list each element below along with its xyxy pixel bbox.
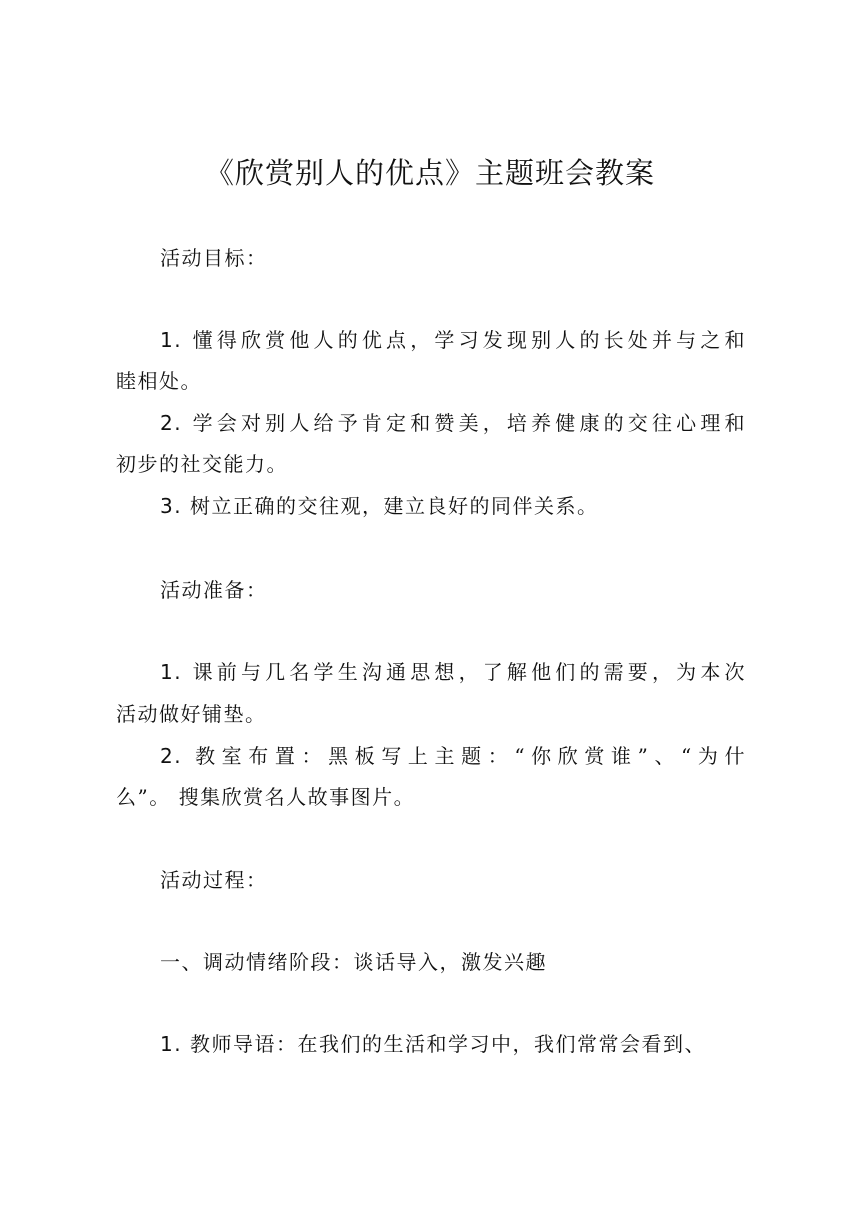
goal-item-1-text: 懂得欣赏他人的优点，学习发现别人的长处并与之和: [192, 328, 747, 352]
section-heading-goals: 活动目标：: [160, 246, 268, 270]
goal-item-2-line-2: 初步的社交能力。: [116, 452, 288, 476]
goal-item-2-number: 2.: [160, 411, 183, 435]
goal-item-3-number: 3.: [160, 494, 183, 518]
section-heading-process: 活动过程：: [160, 868, 268, 892]
prep-item-1-line-2: 活动做好铺垫。: [116, 702, 267, 726]
goal-item-1-number: 1.: [160, 328, 183, 352]
goal-item-3-text: 树立正确的交往观，建立良好的同伴关系。: [189, 494, 599, 518]
prep-item-2-line-2: 么”。 搜集欣赏名人故事图片。: [116, 785, 416, 809]
process-item-1-line-1: [160, 1024, 746, 1064]
prep-item-2-number: 2.: [160, 744, 183, 768]
goal-item-2-text: 学会对别人给予肯定和赞美，培养健康的交往心理和: [192, 411, 747, 435]
prep-item-1-text: 课前与几名学生沟通思想，了解他们的需要，为本次: [192, 660, 747, 684]
process-stage-1-heading: 一、调动情绪阶段：谈话导入，激发兴趣: [160, 950, 547, 974]
prep-item-2-text: 教室布置：黑板写上主题：“你欣赏谁”、“为什: [195, 744, 746, 768]
prep-item-1-line-1: [160, 652, 746, 692]
goal-item-1-line-1: [160, 320, 746, 360]
process-item-1-text: 教师导语：在我们的生活和学习中，我们常常会看到、: [189, 1032, 706, 1056]
document-title: 《欣赏别人的优点》主题班会教案: [204, 156, 655, 190]
goal-item-2-line-1: [160, 403, 746, 443]
goal-item-1-line-2: 睦相处。: [116, 369, 202, 393]
process-item-1-number: 1.: [160, 1032, 183, 1056]
goal-item-3-line-1: [160, 486, 746, 526]
prep-item-2-line-1: [160, 736, 746, 776]
prep-item-1-number: 1.: [160, 660, 183, 684]
section-heading-prep: 活动准备：: [160, 578, 268, 602]
